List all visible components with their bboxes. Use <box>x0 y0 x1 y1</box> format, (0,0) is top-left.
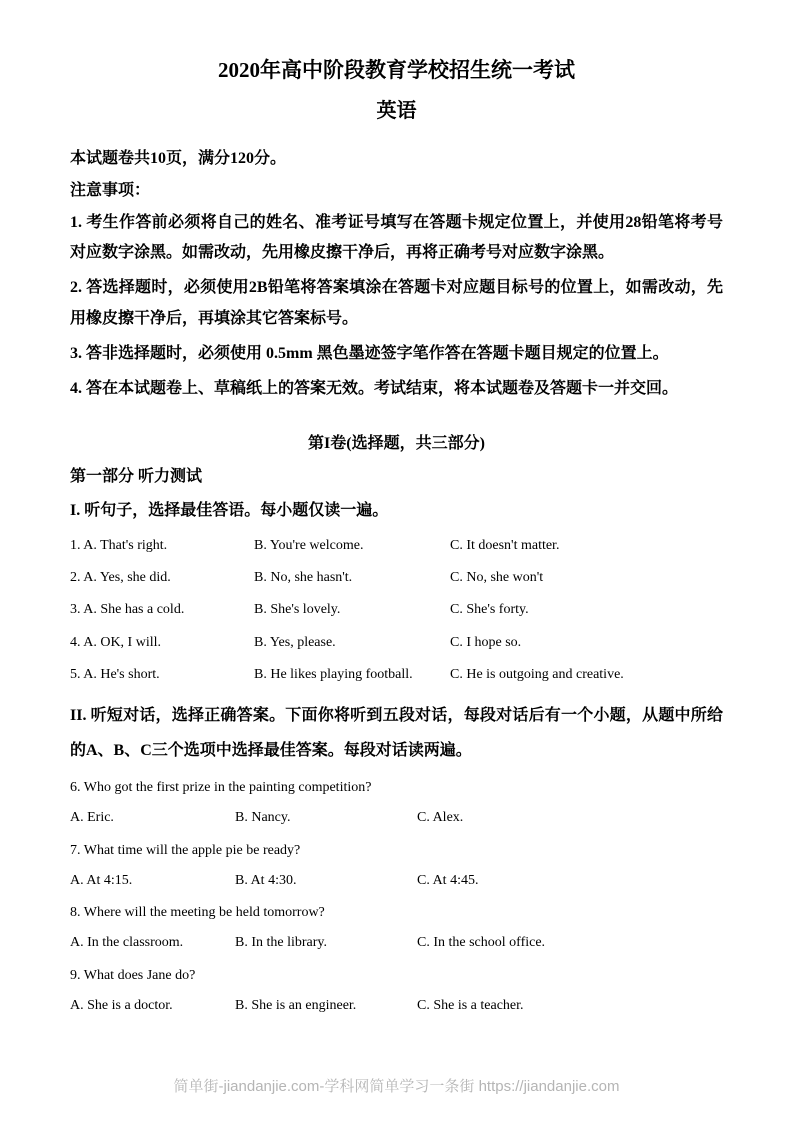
question-row-4 <box>70 633 723 653</box>
q2-option-b: B. No, she hasn't. <box>254 569 353 585</box>
q6-option-b: B. Nancy. <box>235 810 291 826</box>
question-7-options <box>70 871 723 891</box>
task2-title: II. 听短对话，选择正确答案。下面你将听到五段对话，每段对话后有一个小题，从题中所给的A、B、C三个选项中选择最佳答案。每段对话读两遍。 <box>70 707 723 759</box>
q1-option-c: C. It doesn't matter. <box>450 537 560 553</box>
q4-option-c: C. I hope so. <box>450 634 522 650</box>
q9-option-c: C. She is a teacher. <box>417 998 524 1013</box>
task1-title: I. 听句子，选择最佳答语。每小题仅读一遍。 <box>70 502 389 520</box>
q3-option-c: C. She's forty. <box>450 602 529 618</box>
q7-option-a: A. At 4:15. <box>70 872 133 888</box>
q5-option-a: 5. A. He's short. <box>70 666 160 682</box>
notice-item-3: 3. 答非选择题时，必须使用 0.5mm 黑色墨迹签字笔作答在答题卡题目规定的位置上。 <box>70 345 669 363</box>
notice-item-1: 1. 考生作答前必须将自己的姓名、准考证号填写在答题卡规定位置上，并使用28铅笔将考号对应数字涂黑。如需改动，先用橡皮擦干净后，再将正确考号对应数字涂黑。 <box>70 213 723 261</box>
q1-option-b: B. You're welcome. <box>254 537 364 553</box>
q2-option-c: C. No, she won't <box>450 569 544 585</box>
q6-option-a: A. Eric. <box>70 810 114 826</box>
paper-info: 本试题卷共10页，满分120分。 <box>70 150 287 168</box>
question-row-3 <box>70 600 723 620</box>
q4-option-b: B. Yes, please. <box>254 634 336 650</box>
q5-option-c: C. He is outgoing and creative. <box>450 666 624 682</box>
q5-option-b: B. He likes playing football. <box>254 666 413 682</box>
q2-option-a: 2. A. Yes, she did. <box>70 569 171 585</box>
question-row-5 <box>70 665 723 685</box>
notice-title: 注意事项： <box>70 181 151 199</box>
q7-option-c: C. At 4:45. <box>417 872 479 888</box>
q4-option-a: 4. A. OK, I will. <box>70 634 161 650</box>
question-row-2 <box>70 568 723 588</box>
q7-option-b: B. At 4:30. <box>235 872 297 888</box>
volume-title: 第I卷(选择题，共三部分) <box>308 434 485 452</box>
notice-item-2: 2. 答选择题时，必须使用2B铅笔将答案填涂在答题卡对应题目标号的位置上，如需改动，先用橡皮擦干净后，再填涂其它答案标号。 <box>70 279 723 327</box>
exam-subject: 英语 <box>376 100 417 123</box>
question-row-1 <box>70 536 723 556</box>
q6-option-c: C. Alex. <box>417 810 464 826</box>
question-8: 8. Where will the meeting be held tomorrow? <box>70 905 325 921</box>
question-8-options <box>70 933 723 953</box>
watermark-footer: 简单街-jiandanjie.com-学科网简单学习一条街 https://jiandanjie.com <box>173 1078 620 1095</box>
q1-option-a: 1. A. That's right. <box>70 537 168 553</box>
question-7: 7. What time will the apple pie be ready? <box>70 842 301 858</box>
q3-option-a: 3. A. She has a cold. <box>70 602 185 618</box>
notice-item-4: 4. 答在本试题卷上、草稿纸上的答案无效。考试结束，将本试题卷及答题卡一并交回。 <box>70 380 679 398</box>
exam-title: 2020年高中阶段教育学校招生统一考试 <box>218 58 575 82</box>
question-6: 6. Who got the first prize in the painting competition? <box>70 779 372 795</box>
question-6-options <box>70 808 723 828</box>
question-9-options <box>70 996 723 1016</box>
q8-option-c: C. In the school office. <box>417 935 546 951</box>
q9-option-a: A. She is a doctor. <box>70 998 173 1013</box>
q8-option-b: B. In the library. <box>235 935 328 951</box>
question-9: 9. What does Jane do? <box>70 967 196 983</box>
q9-option-b: B. She is an engineer. <box>235 998 357 1013</box>
q3-option-b: B. She's lovely. <box>254 602 341 618</box>
part-title: 第一部分 听力测试 <box>70 468 203 486</box>
q8-option-a: A. In the classroom. <box>70 935 184 951</box>
